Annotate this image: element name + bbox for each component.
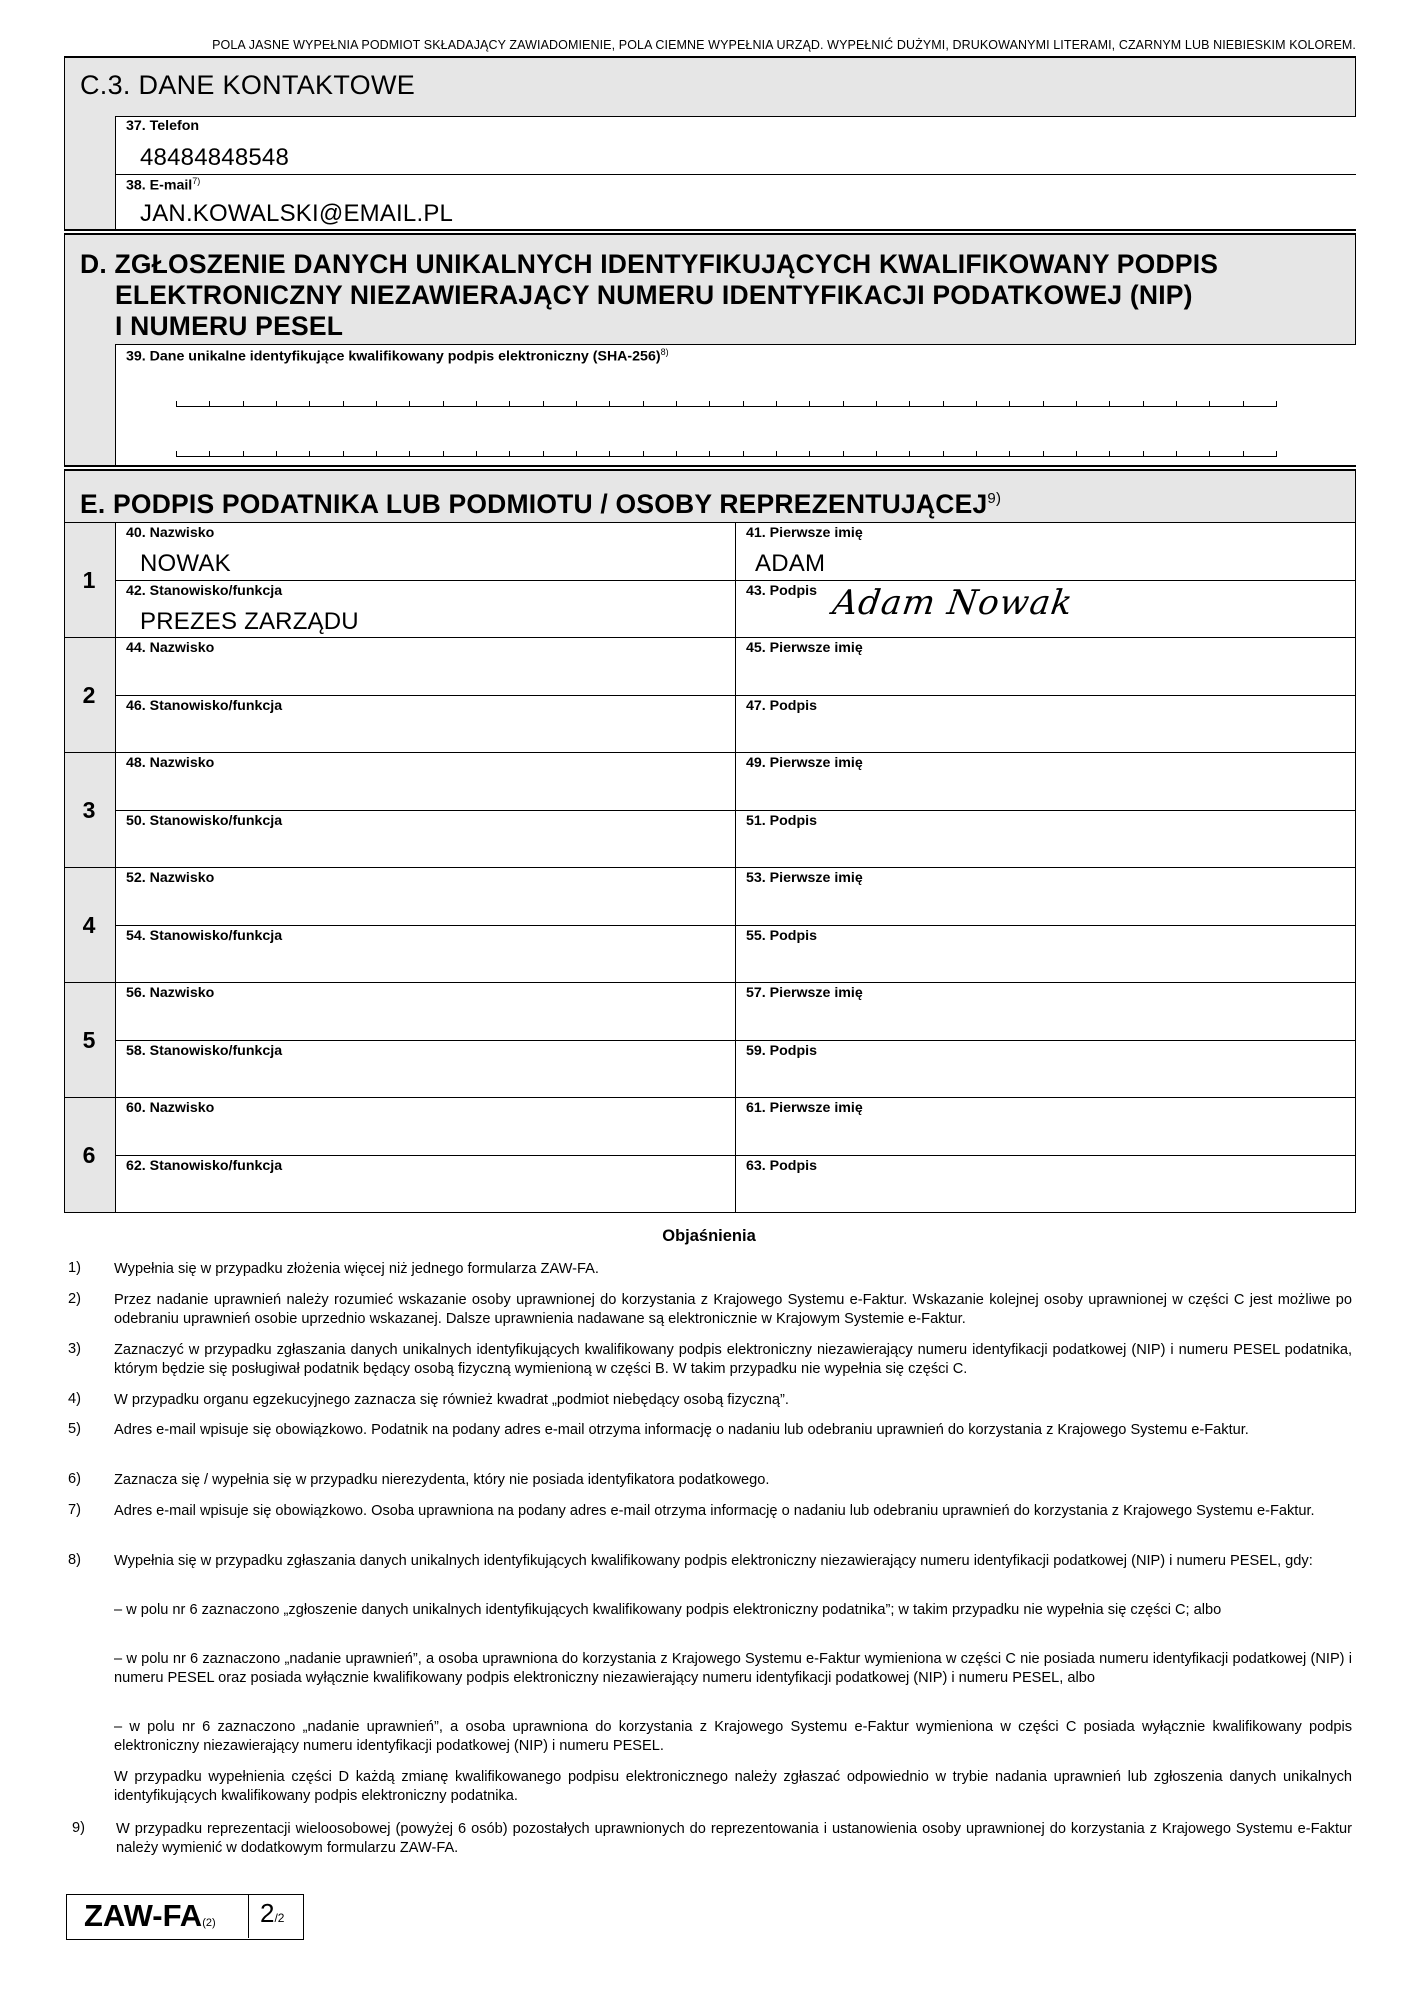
footnote-9-text: W przypadku reprezentacji wieloosobowej (powyżej 6 osób) pozostałych uprawnionych do reprezentowania i ustanowienia osoby uprawnionej do korzystania z Krajowego Systemu e-Faktur należy wymienić w dodatkowym formularzu ZAW-FA. [116,1821,1352,1856]
footnote-8-item-c: – w polu nr 6 zaznaczono „nadanie uprawnień”, a osoba uprawniona do korzystania z Krajowego Systemu e-Faktur wymieniona w części C posiada wyłącznie kwalifikowany podpis elektroniczny niezawierający numeru identyfikacji podatkowej (NIP) i numeru PESEL. [114,1719,1352,1754]
comb-tick [609,401,610,407]
comb-tick [1176,451,1177,457]
comb-tick [243,401,244,407]
explanations-title: Objaśnienia [662,1227,756,1245]
footnote-5-number: 5) [68,1421,81,1437]
footnote-4-text: W przypadku organu egzekucyjnego zaznacza się również kwadrat „podmiot niebędący osobą fizyczną”. [114,1392,789,1408]
comb-tick [576,451,577,457]
surname-value: NOWAK [140,550,231,577]
sha256-comb-line-1[interactable] [176,400,1276,407]
section-e-title: E. PODPIS PODATNIKA LUB PODMIOTU / OSOBY REPREZENTUJĄCEJ$^{9)}$ [80,488,1002,519]
comb-tick [676,401,677,407]
signature-field[interactable] [735,696,1355,754]
signer-row-number: 4 [82,911,96,938]
comb-tick [1076,451,1077,457]
comb-tick [776,401,777,407]
comb-tick [743,451,744,457]
signature-label: 47. Podpis [746,697,817,714]
footnote-8-item-b: – w polu nr 6 zaznaczono „nadanie uprawnień”, a osoba uprawniona do korzystania z Krajowego Systemu e-Faktur wymieniona w części C nie posiada numeru identyfikacji podatkowej (NIP) i numeru PESEL oraz posiada wyłącznie kwalifikowany podpis elektroniczny niezawierający numeru identyfikacji podatkowej (NIP) i numeru PESEL, albo [114,1651,1352,1686]
footnote-3-number: 3) [68,1341,81,1357]
email-value: JAN.KOWALSKI@EMAIL.PL [140,200,454,227]
form-code: ZAW-FA(2) [84,1898,216,1933]
signature-label: 59. Podpis [746,1042,817,1059]
comb-tick [543,401,544,407]
firstname-label: 49. Pierwsze imię [746,755,863,771]
comb-tick [1243,401,1244,407]
phone-label: 37. Telefon [126,118,200,134]
comb-tick [643,451,644,457]
comb-tick [609,451,610,457]
surname-label: 52. Nazwisko [126,870,215,886]
comb-tick [776,451,777,457]
signature-field[interactable] [735,926,1355,984]
section-d-title-line3: I NUMERU PESEL [115,311,344,341]
comb-tick [1276,401,1277,407]
comb-tick [476,451,477,457]
position-label: 46. Stanowisko/funkcja [126,697,283,714]
position-label: 54. Stanowisko/funkcja [126,927,283,944]
signer-row-number: 3 [82,796,96,823]
footnote-8-note: W przypadku wypełnienia części D każdą zmianę kwalifikowanego podpisu elektronicznego należy zgłaszać odpowiednio w trybie nadania uprawnień lub zgłoszenia danych unikalnych identyfikujących kwalifikowany podpis elektroniczny podatnika. [114,1769,1352,1804]
footnote-9-number: 9) [72,1820,85,1836]
footnote-1-number: 1) [68,1260,81,1276]
comb-tick [509,401,510,407]
section-c3-title: C.3. DANE KONTAKTOWE [80,70,416,100]
comb-tick [176,451,177,457]
signer-row-number: 5 [82,1026,96,1053]
footnote-6-text: Zaznacza się / wypełnia się w przypadku nierezydenta, który nie posiada identyfikatora podatkowego. [114,1472,770,1488]
signer-row-number: 2 [82,681,96,708]
phone-field[interactable] [115,116,1356,175]
comb-tick [1009,401,1010,407]
section-divider [64,229,1356,235]
comb-tick [1109,401,1110,407]
comb-tick [309,451,310,457]
email-label: 38. E-mail$^{7)}$ [126,176,201,194]
comb-tick [843,401,844,407]
firstname-label: 57. Pierwsze imię [746,985,863,1001]
signature-label: 63. Podpis [746,1157,817,1174]
firstname-label: 61. Pierwsze imię [746,1100,863,1116]
signature-field[interactable] [735,1041,1355,1099]
signature-field[interactable] [735,1156,1355,1214]
comb-tick [843,451,844,457]
signature-field[interactable] [735,811,1355,869]
comb-tick [1109,451,1110,457]
footnote-5-text: Adres e-mail wpisuje się obowiązkowo. Podatnik na podany adres e-mail otrzyma informację o nadaniu lub odebraniu uprawnień do korzystania z Krajowego Systemu e-Faktur. [114,1422,1249,1438]
comb-tick [209,401,210,407]
comb-tick [876,401,877,407]
footnote-2-number: 2) [68,1291,81,1307]
comb-tick [1276,451,1277,457]
handwritten-signature: Adam Nowak [830,582,1076,623]
signer-row-number: 1 [82,566,96,593]
firstname-label: 45. Pierwsze imię [746,640,863,656]
comb-tick [709,451,710,457]
signature-label: 43. Podpis [746,582,817,599]
comb-tick [209,451,210,457]
comb-tick [1043,451,1044,457]
section-divider [64,465,1356,471]
form-instructions: POLA JASNE WYPEŁNIA PODMIOT SKŁADAJĄCY ZAWIADOMIENIE, POLA CIEMNE WYPEŁNIA URZĄD. WYPEŁNIĆ DUŻYMI, DRUKOWANYMI LITERAMI, CZARNYM LUB NIEBIESKIM KOLOREM. [212,38,1356,52]
comb-tick [543,451,544,457]
position-value: PREZES ZARZĄDU [140,607,359,635]
surname-label: 48. Nazwisko [126,755,215,771]
footnote-4-number: 4) [68,1391,81,1407]
comb-tick [876,451,877,457]
footnote-8-number: 8) [68,1552,81,1568]
phone-value: 48484848548 [140,144,290,171]
footnote-8-item-a: – w polu nr 6 zaznaczono „zgłoszenie danych unikalnych identyfikujących kwalifikowany podpis elektroniczny podatnika”; w takim przypadku nie wypełnia się części C; albo [114,1602,1222,1618]
comb-tick [676,451,677,457]
footnote-7-text: Adres e-mail wpisuje się obowiązkowo. Osoba uprawniona na podany adres e-mail otrzyma informację o nadaniu lub odebraniu uprawnień do korzystania z Krajowego Systemu e-Faktur. [114,1503,1315,1519]
comb-tick [243,451,244,457]
comb-tick [976,401,977,407]
comb-tick [409,401,410,407]
sha256-label: 39. Dane unikalne identyfikujące kwalifikowany podpis elektroniczny $(SHA-256)^{8)}$ [126,347,669,365]
comb-tick [1143,451,1144,457]
signer-row-rule [64,1212,1356,1213]
comb-tick [1143,401,1144,407]
firstname-label: 53. Pierwsze imię [746,870,863,886]
position-label: 50. Stanowisko/funkcja [126,812,283,829]
comb-tick [976,451,977,457]
page-number: 2/2 [260,1898,285,1928]
comb-tick [376,451,377,457]
comb-tick [409,451,410,457]
comb-tick [909,401,910,407]
surname-label: 60. Nazwisko [126,1100,215,1116]
footnote-8-text: Wypełnia się w przypadku zgłaszania danych unikalnych identyfikujących kwalifikowany podpis elektroniczny niezawierający numeru identyfikacji podatkowej (NIP) i numeru PESEL, gdy: [114,1553,1313,1569]
comb-tick [343,401,344,407]
position-label: 42. Stanowisko/funkcja [126,582,283,599]
comb-tick [643,401,644,407]
signer-row-number: 6 [82,1141,96,1168]
comb-tick [509,451,510,457]
comb-tick [1076,401,1077,407]
comb-tick [443,451,444,457]
comb-tick [1176,401,1177,407]
comb-tick [1243,451,1244,457]
comb-tick [809,451,810,457]
comb-tick [576,401,577,407]
comb-tick [909,451,910,457]
comb-tick [943,451,944,457]
signature-label: 51. Podpis [746,812,817,829]
footnote-6-number: 6) [68,1471,81,1487]
section-d-title-line1: D. ZGŁOSZENIE DANYCH UNIKALNYCH IDENTYFIKUJĄCYCH KWALIFIKOWANY PODPIS [80,249,1219,279]
position-label: 62. Stanowisko/funkcja [126,1157,283,1174]
comb-tick [1009,451,1010,457]
comb-tick [476,401,477,407]
footnote-2-text: Przez nadanie uprawnień należy rozumieć wskazanie osoby uprawnionej do korzystania z Krajowego Systemu e-Faktur. Wskazanie kolejnej osoby uprawnionej w części C jest możliwe po odebraniu uprawnień osobie uprzednio wskazanej. Dalsze uprawnienia nadawane są elektronicznie w Krajowym Systemie e-Faktur. [114,1292,1352,1327]
footnote-7-number: 7) [68,1502,81,1518]
comb-tick [443,401,444,407]
firstname-value: ADAM [755,550,826,577]
surname-label: 40. Nazwisko [126,525,215,541]
comb-tick [1209,451,1210,457]
comb-tick [743,401,744,407]
comb-tick [943,401,944,407]
comb-tick [343,451,344,457]
firstname-label: 41. Pierwsze imię [746,525,863,541]
comb-tick [1209,401,1210,407]
comb-tick [376,401,377,407]
section-d-title-line2: ELEKTRONICZNY NIEZAWIERAJĄCY NUMERU IDENTYFIKACJI PODATKOWEJ (NIP) [115,280,1193,310]
signature-label: 55. Podpis [746,927,817,944]
sha256-comb-line-2[interactable] [176,450,1276,457]
comb-tick [809,401,810,407]
comb-tick [309,401,310,407]
footnote-3-text: Zaznaczyć w przypadku zgłaszania danych unikalnych identyfikujących kwalifikowany podpis elektroniczny niezawierający numeru identyfikacji podatkowej (NIP) i numeru PESEL podatnika, którym będzie się posługiwał podatnik będący osobą fizyczną wymienioną w części B. W takim przypadku nie wypełnia się części C. [114,1342,1352,1377]
comb-tick [276,401,277,407]
surname-label: 44. Nazwisko [126,640,215,656]
comb-tick [276,451,277,457]
comb-tick [1043,401,1044,407]
frame-top-edge [64,56,1356,58]
form-code-separator [248,1894,249,1938]
surname-label: 56. Nazwisko [126,985,215,1001]
position-label: 58. Stanowisko/funkcja [126,1042,283,1059]
comb-tick [176,401,177,407]
comb-tick [709,401,710,407]
footnote-1-text: Wypełnia się w przypadku złożenia więcej niż jednego formularza ZAW-FA. [114,1261,599,1277]
